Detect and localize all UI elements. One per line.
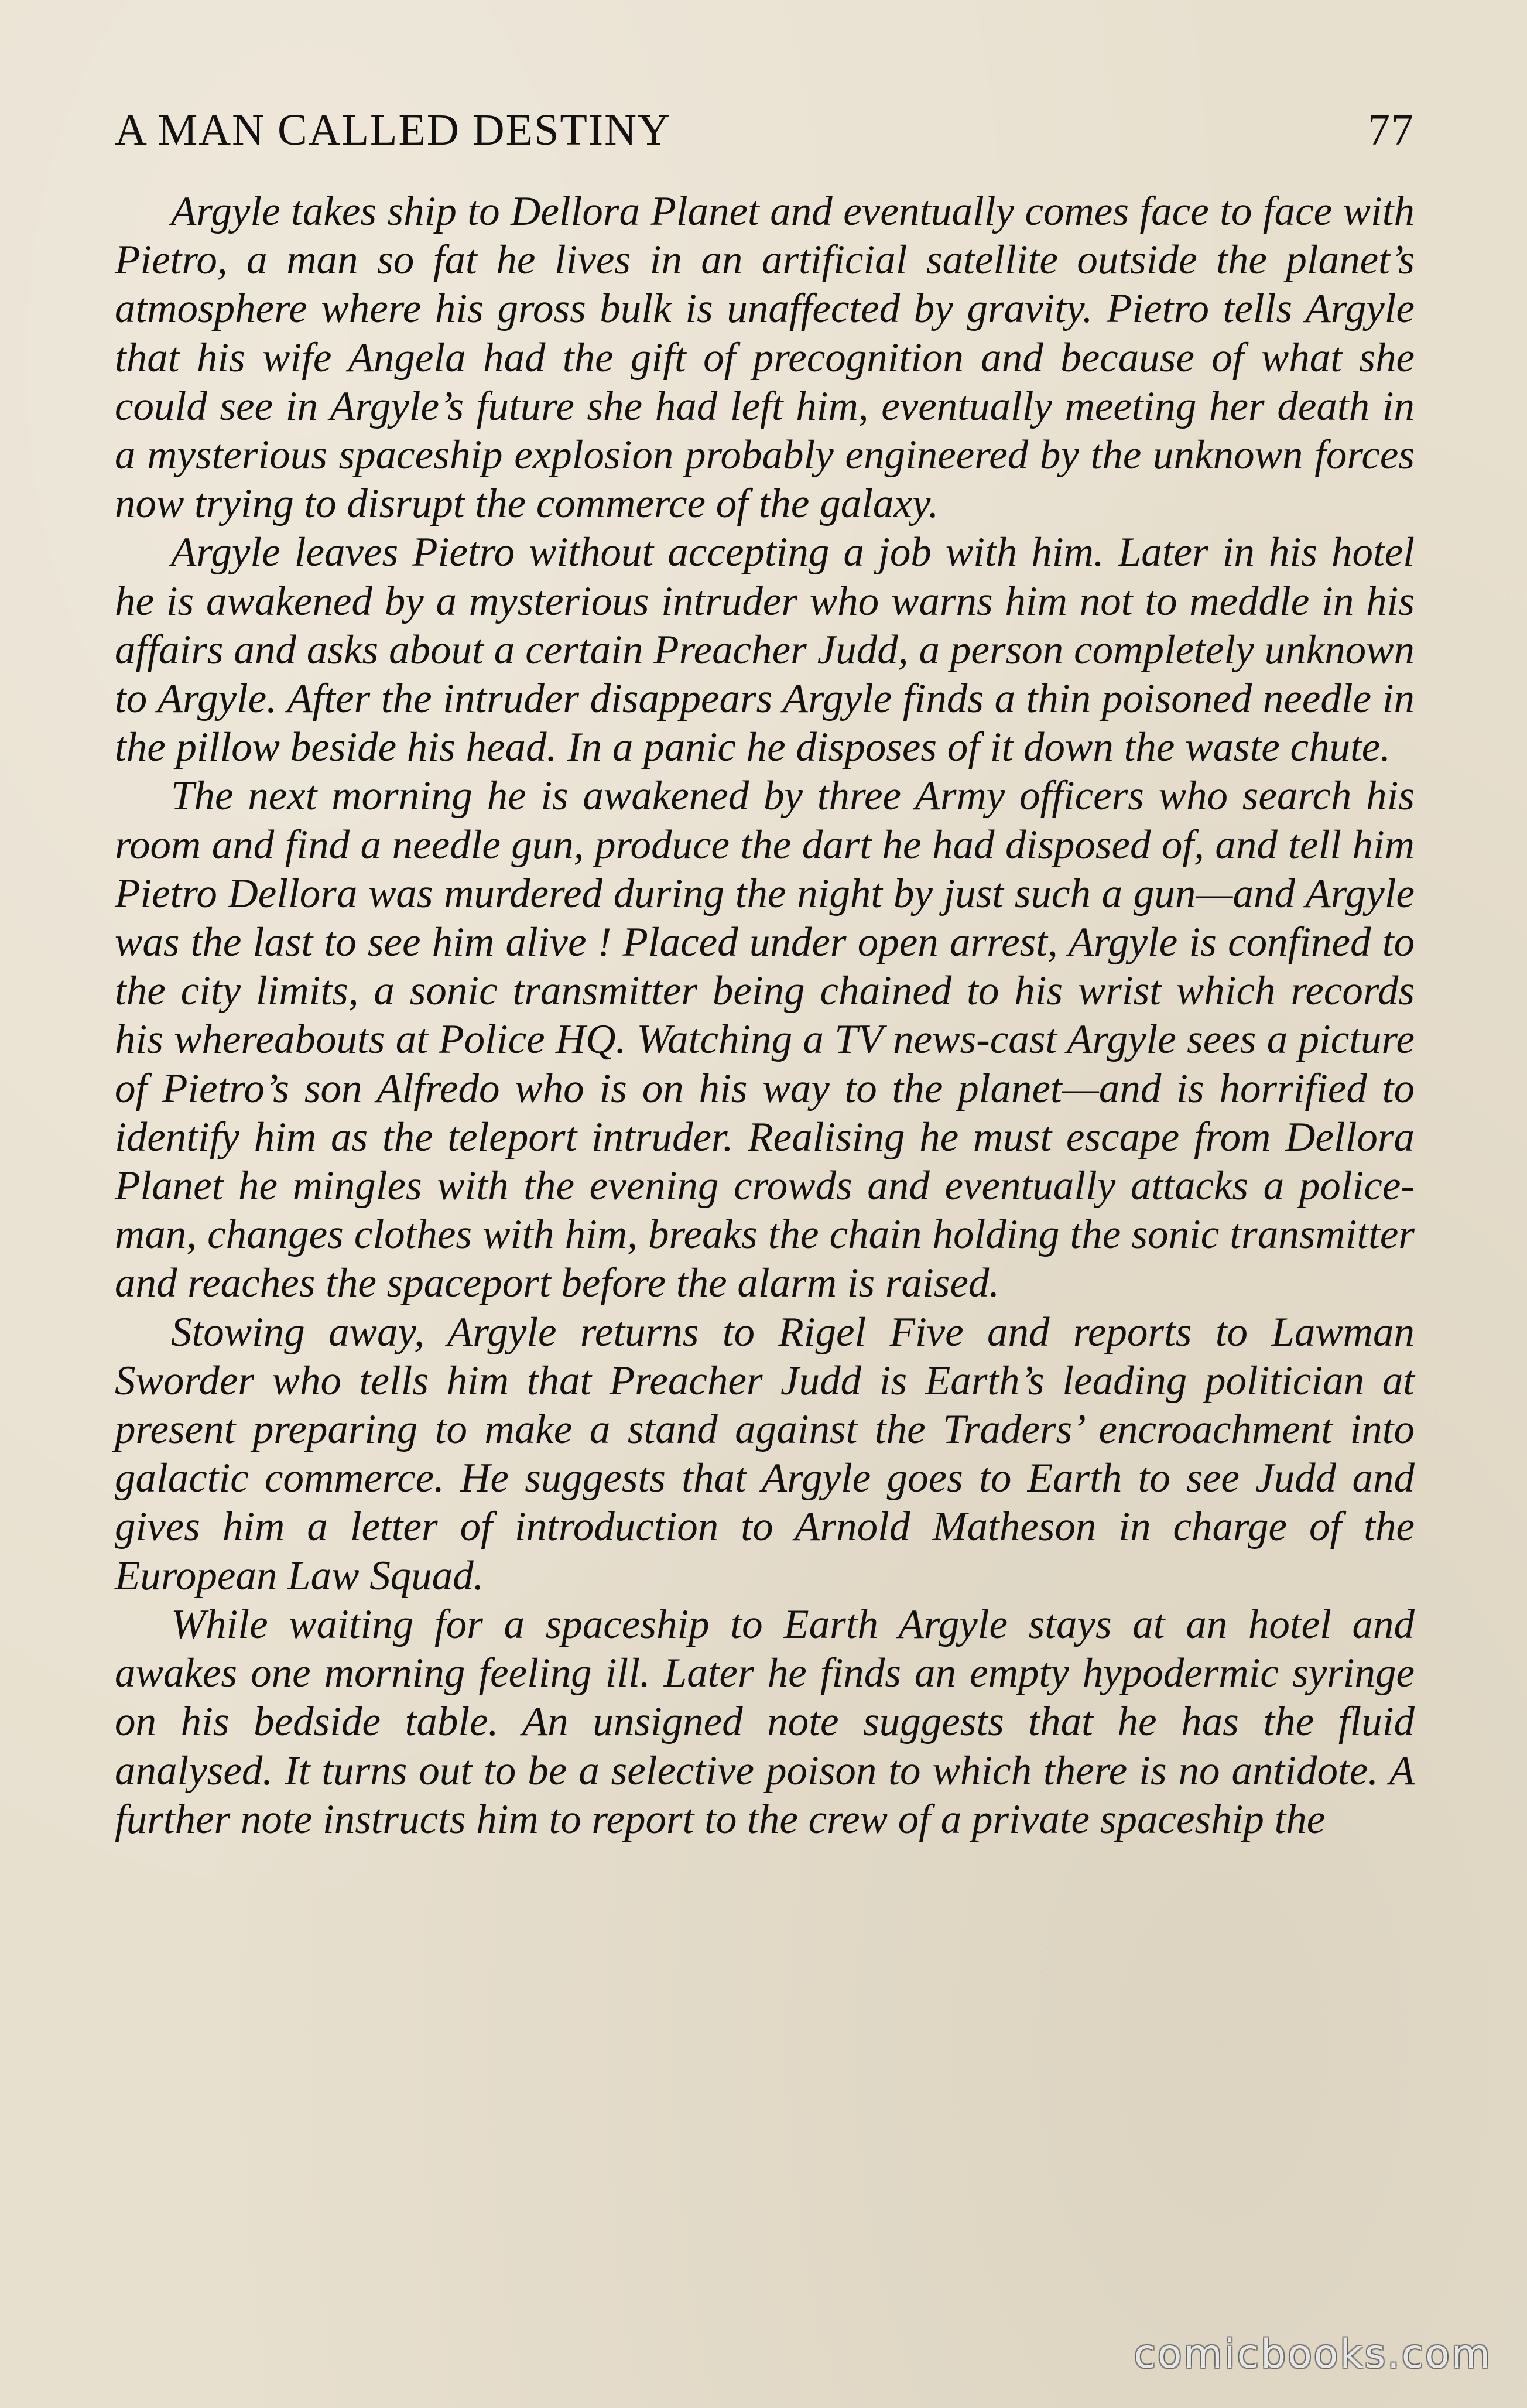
paragraph-5: While waiting for a spaceship to Earth Argyle stays at an hotel and awakes one morning feeling ill. Later he finds an empty hypodermic syringe on his bedside table. An unsigned note suggests that he has the fluid analysed. It turns out to be a selective poison to which there is no antidote. A further note instructs him to report to the crew of a private spaceship the [115,1601,1415,1842]
running-header [115,88,1415,155]
paragraph-1: Argyle takes ship to Dellora Planet and eventually comes face to face with Pietro, a man so fat he lives in an artificial satellite outside the planet’s atmosphere where his gross bulk is unaffected by gravity. Pietro tells Argyle that his wife Angela had the gift of precognition and because of what she could see in Argyle’s future she had left him, eventually meeting her death in a mysterious spaceship explosion probably engineered by the unknown forces now trying to disrupt the commerce of the galaxy. [115,189,1415,527]
running-title: A MAN CALLED DESTINY [115,105,671,155]
paragraph-4: Stowing away, Argyle returns to Rigel Five and reports to Lawman Sworder who tells him that Preacher Judd is Earth’s leading politician at present preparing to make a stand against the Traders’ encroachment into galactic commerce. He suggests that Argyle goes to Earth to see Judd and gives him a letter of introduction to Arnold Matheson in charge of the European Law Squad. [115,1309,1415,1599]
paragraph-2: Argyle leaves Pietro without accepting a job with him. Later in his hotel he is awakened by a mysterious intruder who warns him not to meddle in his affairs and asks about a certain Preacher Judd, a person completely unknown to Argyle. After the intruder disappears Argyle finds a thin poisoned needle in the pillow beside his head. In a panic he disposes of it down the waste chute. [115,529,1415,771]
body-text [115,187,1415,1844]
paragraph-3: The next morning he is awakened by three Army officers who search his room and find a needle gun, produce the dart he had disposed of, and tell him Pietro Dellora was murdered during the night by just such a gun—and Argyle was the last to see him alive ! Placed under open arrest, Argyle is confined to the city limits, a sonic transmitter being chained to his wrist which records his whereabouts at Police HQ. Watching a TV news-cast Argyle sees a picture of Pietro’s son Alfredo who is on his way to the planet—and is horrified to identify him as the teleport intruder. Realising he must escape from Dellora Planet he mingles with the evening crowds and eventually attacks a police-man, changes clothes with him, breaks the chain holding the sonic transmitter and reaches the spaceport before the alarm is raised. [115,773,1415,1306]
watermark: comicbooks.com [1134,2331,1492,2378]
page-number: 77 [1368,105,1415,155]
